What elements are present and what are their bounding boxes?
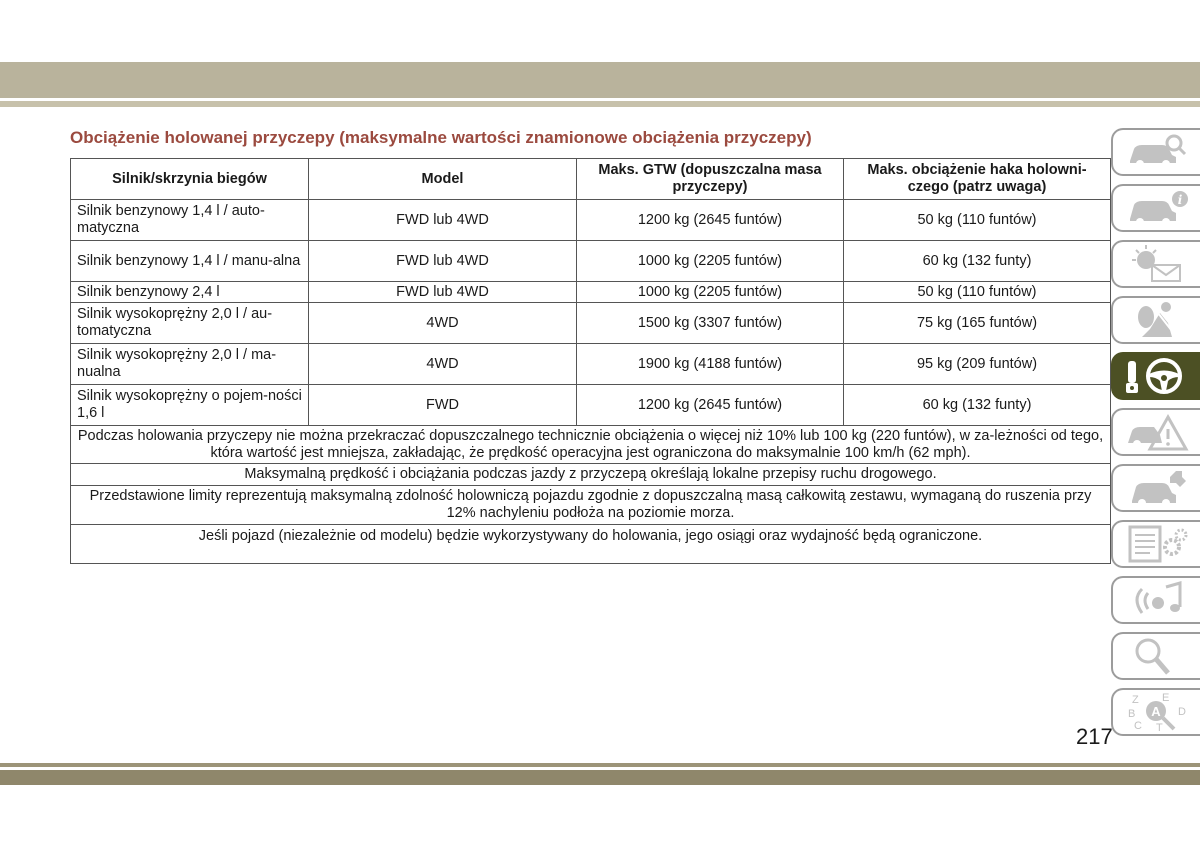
- index-letter-d: D: [1177, 706, 1186, 718]
- table-row: [71, 303, 1111, 344]
- header-model: Model: [309, 159, 577, 200]
- cell-engine: Silnik wysokoprężny o pojem-ności 1,6 l: [71, 385, 309, 426]
- multimedia-note-icon: [1122, 579, 1192, 621]
- table-row: [71, 200, 1111, 241]
- cell-tongue: 60 kg (132 funty): [844, 385, 1111, 426]
- tab-car-info[interactable]: [1111, 184, 1200, 232]
- tab-car-overview[interactable]: [1111, 128, 1200, 176]
- header-band: [0, 62, 1200, 98]
- tab-search[interactable]: [1111, 632, 1200, 680]
- index-letter-e: E: [1161, 692, 1169, 704]
- note-row: [71, 426, 1111, 464]
- cell-gtw: 1200 kg (2645 funtów): [577, 200, 844, 241]
- cell-gtw: 1900 kg (4188 funtów): [577, 344, 844, 385]
- tab-safety[interactable]: [1111, 296, 1200, 344]
- note-performance: Jeśli pojazd (niezależnie od modelu) będzie wykorzystywany do holowania, jego osiągi oraz wydajność będą ograniczone.: [71, 525, 1111, 564]
- cell-model: FWD lub 4WD: [309, 241, 577, 282]
- cell-gtw: 1200 kg (2645 funtów): [577, 385, 844, 426]
- note-row: [71, 464, 1111, 486]
- cell-model: FWD: [309, 385, 577, 426]
- cell-gtw: 1500 kg (3307 funtów): [577, 303, 844, 344]
- cell-model: 4WD: [309, 303, 577, 344]
- note-row: [71, 486, 1111, 525]
- car-info-icon: [1122, 187, 1192, 229]
- car-wrench-icon: [1122, 467, 1192, 509]
- index-letter-a: A: [1150, 704, 1161, 719]
- seat-airbag-icon: [1122, 299, 1192, 341]
- tab-emergency[interactable]: [1111, 408, 1200, 456]
- index-letter-t: T: [1155, 722, 1163, 733]
- cell-engine: Silnik wysokoprężny 2,0 l / ma-nualna: [71, 344, 309, 385]
- index-letter-z: Z: [1131, 694, 1139, 706]
- footer-rule: [0, 763, 1200, 767]
- car-warning-triangle-icon: [1122, 411, 1192, 453]
- cell-engine: Silnik benzynowy 1,4 l / manu-alna: [71, 241, 309, 282]
- cell-gtw: 1000 kg (2205 funtów): [577, 241, 844, 282]
- page-number: 217: [1076, 724, 1113, 749]
- svg-text:i: i: [1177, 193, 1182, 207]
- table-header-row: [71, 159, 1111, 200]
- cell-model: FWD lub 4WD: [309, 282, 577, 303]
- index-letter-b: B: [1127, 708, 1135, 720]
- table-row: [71, 344, 1111, 385]
- tab-index[interactable]: [1111, 688, 1200, 736]
- cell-model: FWD lub 4WD: [309, 200, 577, 241]
- tab-multimedia[interactable]: [1111, 576, 1200, 624]
- footer-band: [0, 770, 1200, 785]
- car-magnifier-icon: [1122, 131, 1192, 173]
- tab-warning-lights[interactable]: [1111, 240, 1200, 288]
- cell-engine: Silnik benzynowy 2,4 l: [71, 282, 309, 303]
- list-gears-icon: [1122, 523, 1192, 565]
- cell-tongue: 75 kg (165 funtów): [844, 303, 1111, 344]
- warning-light-message-icon: [1122, 243, 1192, 285]
- cell-gtw: 1000 kg (2205 funtów): [577, 282, 844, 303]
- cell-tongue: 50 kg (110 funtów): [844, 282, 1111, 303]
- alphabet-index-icon: [1122, 691, 1192, 733]
- header-max-tongue-load: Maks. obciążenie haka holowni-czego (patrz uwaga): [844, 159, 1111, 200]
- cell-tongue: 50 kg (110 funtów): [844, 200, 1111, 241]
- note-overload: Podczas holowania przyczepy nie można przekraczać dopuszczalnego technicznie obciążenia o więcej niż 10% lub 100 kg (220 funtów), w za-leżności od tego, która wartość jest mniejsza, zakładając, że prędkość operacyjna jest ograniczona do maksymalnie 100 km/h (62 mph).: [71, 426, 1111, 464]
- header-engine: Silnik/skrzynia biegów: [71, 159, 309, 200]
- note-row: [71, 525, 1111, 564]
- section-title: Obciążenie holowanej przyczepy (maksymalne wartości znamionowe obciążenia przyczepy): [70, 128, 812, 147]
- table-row: [71, 385, 1111, 426]
- table-row: [71, 282, 1111, 303]
- towing-table: [70, 158, 1111, 564]
- cell-tongue: 60 kg (132 funty): [844, 241, 1111, 282]
- tab-technical-specs[interactable]: [1111, 520, 1200, 568]
- cell-model: 4WD: [309, 344, 577, 385]
- header-max-gtw: Maks. GTW (dopuszczalna masa przyczepy): [577, 159, 844, 200]
- note-local-regulations: Maksymalną prędkość i obciążania podczas jazdy z przyczepą określają lokalne przepisy ruchu drogowego.: [71, 464, 1111, 486]
- cell-engine: Silnik wysokoprężny 2,0 l / au-tomatyczna: [71, 303, 309, 344]
- tab-starting-operating[interactable]: [1111, 352, 1200, 400]
- magnifier-icon: [1122, 635, 1192, 677]
- key-steering-wheel-icon: [1122, 355, 1192, 397]
- note-towing-capacity: Przedstawione limity reprezentują maksymalną zdolność holowniczą pojazdu zgodnie z dopuszczalną masą całkowitą zestawu, wymaganą do ruszenia przy 12% nachyleniu podłoża na poziomie morza.: [71, 486, 1111, 525]
- tab-servicing[interactable]: [1111, 464, 1200, 512]
- index-letter-c: C: [1133, 720, 1142, 732]
- cell-tongue: 95 kg (209 funtów): [844, 344, 1111, 385]
- table-row: [71, 241, 1111, 282]
- cell-engine: Silnik benzynowy 1,4 l / auto-matyczna: [71, 200, 309, 241]
- header-rule: [0, 101, 1200, 107]
